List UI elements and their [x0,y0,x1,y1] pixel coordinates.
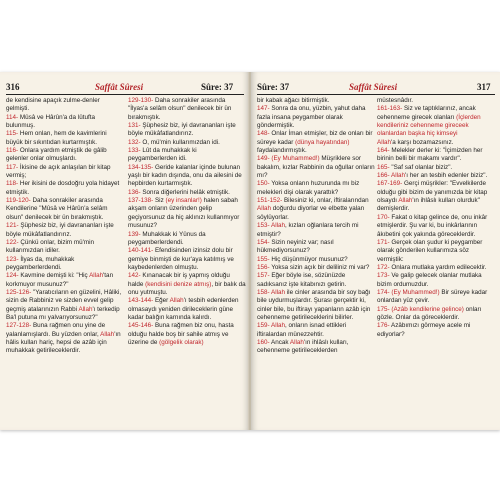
left-header-rule [6,94,244,95]
verse-number: 122- [6,238,21,246]
verse-text: Siz ve taptıklarınız, ancak cehenneme girecek olanları [377,105,476,121]
verse-entry [128,297,246,322]
verse-entry [377,139,495,147]
highlighted-text: Allah [271,288,286,296]
verse-text-continued: 'ı terkedip Ba'l putuna mı yalvarıyorsunuz?" [6,305,120,321]
verse-text-continued: halen sabah akşam onların üzerinden gelip geçiyorsunuz da hiç aklınızı kullanmıyor musunuz? [128,197,240,230]
verse-number: 155- [257,255,272,263]
verse-number: 149- [257,155,272,163]
verse-number: 129-130- [128,97,155,104]
verse-text: İkisine de açık anlaşılan bir kitap vermiş; [6,163,111,180]
verse-text-continued: faydalandırmıştık. [257,147,307,155]
verse-entry [128,147,246,164]
verse-entry [257,239,375,256]
verse-text: Gerçi müşrikler: "Evvelkilerde olduğu gibi bizim de yanımızda bir kitap olsaydı [377,180,488,205]
verse-number: 133- [128,147,143,155]
verse-text-continued: 'ı her an tesbih edenler biziz". [405,172,488,180]
verse-entry [377,164,495,172]
verse-text: Bilesiniz ki, onlar, iftiralarından [283,197,369,205]
verse-text-continued: 'ın ihlâslı kulları olurduk" demişlerdir. [377,197,480,213]
verse-entry [257,339,375,356]
verse-number: 166- [377,172,392,180]
verse-text: Gerçek olan şudur ki peygamber olarak gönderilen kullarımıza söz vermiştik: [377,238,483,263]
verse-text: Sizin neyiniz var; nasıl hükmediyorsunuz? [257,238,334,255]
right-page-number: 317 [477,82,491,92]
verse-text: Ancak [271,338,290,346]
verse-entry [377,322,495,339]
verse-text: Buna rağmen onu yine de yalanlamışlardı. Bu yüzden onlar, [6,322,106,338]
verse-text: Kınanacak bir iş yapmış olduğu halde [128,272,230,288]
verse-number: 117- [6,163,20,171]
verse-entry [6,147,124,164]
verse-text: Fakat o kitap gelince de, onu inkâr etmişlerdir. Şu var ki, bu inkârlarının âkıbetini çok yakında göreceklerdir. [377,213,488,238]
verse-number: 148- [257,130,272,138]
left-page [0,72,249,430]
highlighted-text: (dünya hayatından) [295,138,350,146]
verse-number: 158- [257,288,272,296]
right-surah-label: Sûre: 37 [257,82,290,92]
verse-text: Eğer böyle ise, sözünüzde sadıksanız işte kitabınızı getirin. [257,272,347,288]
verse-text: Onlara mutlaka yardım edilecektir. [391,263,487,271]
verse-text: Yoksa sizin açık bir deliliniz mi var? [271,263,370,271]
verse-text: Ve galip gelecek olanlar mutlaka bizim ordumuzdur. [377,272,482,288]
verse-entry [377,147,495,164]
verse-number: 114- [6,113,20,121]
verse-entry [377,289,495,306]
verse-entry [377,272,495,289]
verse-entry [377,239,495,264]
verse-entry [6,222,124,239]
verse-entry [6,164,124,181]
highlighted-text: Allah [271,322,286,330]
verse-text: Efendisinden izinsiz dolu bir gemiye binmişti de kur'aya katılmış ve kaybedenlerden olmuştu. [128,247,234,271]
verse-text-continued: ile cinler arasında bir soy bağı bile uydurmuşlardır. Şurası gerçektir ki, cinler bile, bu iftirayı yapanların azâb için cehenneme getirileceklerini bilirler. [257,288,371,321]
verse-entry [6,97,124,114]
verse-text: İlyas da, muhakkak peygamberlerdendi. [6,255,75,271]
verse-entry [377,97,495,105]
verse-text: Hem onları, hem de kavimlerini büyük bir sıkıntıdan kurtarmıştık. [6,130,107,146]
verse-number: 121- [6,222,21,230]
highlighted-text: Allah [398,197,413,205]
verse-text: O, mü'min kullarımızdan idi. [142,138,220,146]
verse-entry [6,289,124,322]
verse-text: Siz [154,197,166,205]
left-column-2 [128,97,246,347]
verse-number: 127-128- [6,322,33,330]
verse-number: 153- [257,222,272,230]
verse-entry [6,256,124,273]
verse-text-continued: , onların isnad ettikleri iftiralardan münezzehtir. [257,322,347,338]
verse-text-continued: Müşriklere sor bakalım, kızlar Rabbinin da oğullar onların mı? [257,155,375,180]
verse-entry [377,105,495,138]
verse-number: 140-141- [128,247,155,255]
verse-text-continued: doğurdu diyorlar ve elbette yalan söylüyorlar. [257,205,365,221]
verse-entry [6,197,124,222]
highlighted-text: Allah [257,205,272,213]
verse-entry [6,114,124,131]
verse-number: 165- [377,163,392,171]
verse-number: 160- [257,338,272,346]
verse-text: Geride kalanlar içinde bulunan yaşlı bir kadın dışında, onu da ailesini de hepbirden kurtarmıştık. [128,163,242,188]
verse-entry [257,197,375,222]
highlighted-text: Allah [78,305,93,313]
verse-number: 171- [377,238,392,246]
verse-text: Hiç düşünmüyor musunuz? [271,255,348,263]
right-header-rule [257,94,495,95]
verse-number: 131- [128,122,143,130]
verse-text: Onlara yardım etmiştik de gâlib gelenler onlar olmuşlardı. [6,147,107,163]
verse-entry [128,231,246,248]
verse-entry [128,189,246,197]
verse-entry [257,222,375,239]
verse-text: Lût da muhakkak ki peygamberlerden idi. [128,147,197,163]
verse-text: Yoksa onların huzurunda mı biz melekleri dişi olarak yarattık? [257,180,360,196]
verse-entry [257,155,375,180]
verse-entry [257,130,375,155]
verse-entry [128,247,246,272]
verse-number: 116- [6,147,20,155]
verse-text-continued: 'ı tesbih edenlerden olmasaydı yeniden dirileceklerin güne kadar balığın karnında kalırdı. [128,297,239,321]
verse-number: 123- [6,255,21,263]
verse-text: Sonra diğerlerini helâk etmiştik. [142,188,230,196]
verse-text-continued: onları gözle. Onlar da göreceklerdir. [377,305,482,321]
verse-number: 134-135- [128,163,155,171]
verse-entry [377,214,495,239]
verse-entry [128,272,246,297]
verse-number: 157- [257,272,272,280]
verse-number: 147- [257,105,272,113]
verse-entry [377,264,495,272]
verse-text: Daha sonrakiler arasında Kendilerine "Mûsâ ve Hârûn'a selâm olsun" denilecek bir ün bırakmıştık. [6,197,108,221]
verse-number: 124- [6,272,21,280]
verse-number: 167-169- [377,180,404,188]
verse-entry [257,289,375,322]
verse-number: 154- [257,238,272,246]
highlighted-text: (Ey Muhammed!) [271,155,320,163]
verse-number: 143-144- [128,297,155,305]
verse-number: 118- [6,180,20,188]
verse-text: Mûsâ ve Hârûn'a da lûtufta bulunmuş. [6,113,95,130]
verse-text: Daha sonrakiler arasında "İlyas'a selâm olsun" denilecek bir ün bırakmıştık. [128,97,232,121]
left-surah-label: Sûre: 37 [201,82,234,92]
verse-entry [377,180,495,213]
highlighted-text: (Ey Muhammed!) [391,288,440,296]
verse-entry [257,322,375,339]
verse-number: 137-138- [128,197,155,205]
highlighted-text: Allah [377,138,392,146]
verse-text: Her ikisini de dosdoğru yola hidayet etmiştik. [6,180,120,196]
verse-number: 132- [128,138,143,146]
verse-entry [6,322,124,355]
highlighted-text: Allah [271,222,286,230]
highlighted-text: (ey insanlar!) [165,197,202,205]
verse-number: 159- [257,322,272,330]
highlighted-text: (gölgelik olarak) [159,338,204,346]
verse-entry [377,306,495,323]
verse-entry [377,172,495,180]
verse-number: 164- [377,147,392,155]
verse-number: 145-146- [128,322,155,330]
highlighted-text: Allah [169,297,184,305]
left-column-1 [6,97,124,356]
verse-text: Çünkü onlar, bizim mü'min kullarımızdan idiler. [6,238,95,255]
highlighted-text: (Azâb kendilerine gelince) [391,305,464,313]
verse-number: 115- [6,130,20,138]
verse-entry [257,272,375,289]
left-page-number: 316 [6,82,20,92]
left-surah-title: Saffât Sûresi [95,82,144,92]
verse-number: 125-126- [6,288,33,296]
verse-text: Kavmine demişti ki: "Hiç [20,272,90,280]
verse-text-continued: Bir süreye kadar onlardan yüz çevir. [377,288,488,305]
highlighted-text: (kendisini denize atmış) [145,280,212,288]
highlighted-text: (İçlerden kendileriniz cehenneme gireceek olanlardan başka hiç kimseyi [377,113,481,138]
verse-entry [6,239,124,256]
highlighted-text: Allah [289,338,304,346]
open-book [0,72,500,430]
verse-entry [257,97,375,105]
verse-number: 172- [377,263,392,271]
verse-number: 139- [128,230,143,238]
verse-number: 174- [377,288,392,296]
verse-number: 173- [377,272,392,280]
verse-text: de kendisine apaçık zulme-denler gelmişti. [6,97,100,113]
verse-text: Buna rağmen biz onu, hasta olduğu halde boş bir sahile atmış ve üzerine de [128,322,234,346]
verse-text-continued: 'tan korkmuyor musunuz?" [6,272,114,288]
verse-text-continued: 'ın ihlâslı kulları, cehenneme getirileceklerden [257,338,349,355]
right-page-header [257,82,495,94]
verse-number: 150- [257,180,272,188]
verse-number: 119-120- [6,197,33,205]
verse-text: Şüphesiz biz, iyi davrananları işte böyle mükâfatlandırırız. [128,122,236,138]
right-surah-title: Saffât Sûresi [349,82,398,92]
verse-text: Eğer [154,297,170,305]
verse-entry [128,97,246,122]
verse-text: bir kabak ağacı bitirmiştik. [257,97,330,104]
highlighted-text: Allah [89,272,104,280]
verse-entry [257,256,375,264]
verse-text-continued: 'ın hâlis kulları hariç, hepsi de azâb için muhakkak getirileceklerdir. [6,330,121,355]
verse-entry [6,272,124,289]
verse-entry [6,180,124,197]
verse-text-continued: , bir balık da onu yutmuştu. [128,280,246,296]
verse-number: 136- [128,188,143,196]
verse-entry [128,164,246,189]
verse-entry [128,197,246,230]
verse-entry [128,122,246,139]
verse-entry [257,105,375,130]
verse-text: Şüphesiz biz, iyi davrananları işte böyle mükâfatlandırırız. [6,222,114,238]
verse-number: 170- [377,213,392,221]
verse-number: 161-163- [377,105,404,113]
verse-text-continued: , kızları oğlanlara tercih mi etmiştir? [257,222,359,238]
verse-text: Sonra da onu, yüzbin, yahut daha fazla insana peygamber olarak göndermiştik. [257,105,366,130]
verse-number: 142- [128,272,143,280]
verse-number: 151-152- [257,197,284,205]
right-page [251,72,500,430]
verse-text: Onlar İman etmişler, biz de onları bir süreye kadar [257,130,373,146]
verse-text: Azâbımızı görmeye acele mi ediyorlar? [377,322,471,338]
verse-entry [6,130,124,147]
verse-text: Muhakkak ki Yûnus da peygamberlerdendi. [128,230,206,246]
verse-text-continued: 'a karşı bozamazsınız. [391,138,454,146]
verse-text: "Yaratıcıların en güzelini, Hâliki, sizin de Rabbiniz ve sizden evvel gelip geçmiş atalarınızın Rabbi [6,288,122,313]
verse-entry [257,264,375,272]
verse-entry [257,180,375,197]
verse-entry [128,322,246,347]
left-page-header [6,82,244,94]
highlighted-text: Allah [391,172,406,180]
verse-number: 176- [377,322,392,330]
verse-number: 175- [377,305,392,313]
verse-entry [128,139,246,147]
verse-text: Melekler derler ki: "İçimizden her birinin belli bir makamı vardır". [377,147,483,163]
verse-text: "Saf saf olanlar biziz". [391,163,453,171]
right-column-2 [377,97,495,339]
right-column-1 [257,97,375,356]
verse-text: müstesnâdır. [377,97,414,104]
highlighted-text: Allah [100,330,115,338]
verse-number: 156- [257,263,272,271]
